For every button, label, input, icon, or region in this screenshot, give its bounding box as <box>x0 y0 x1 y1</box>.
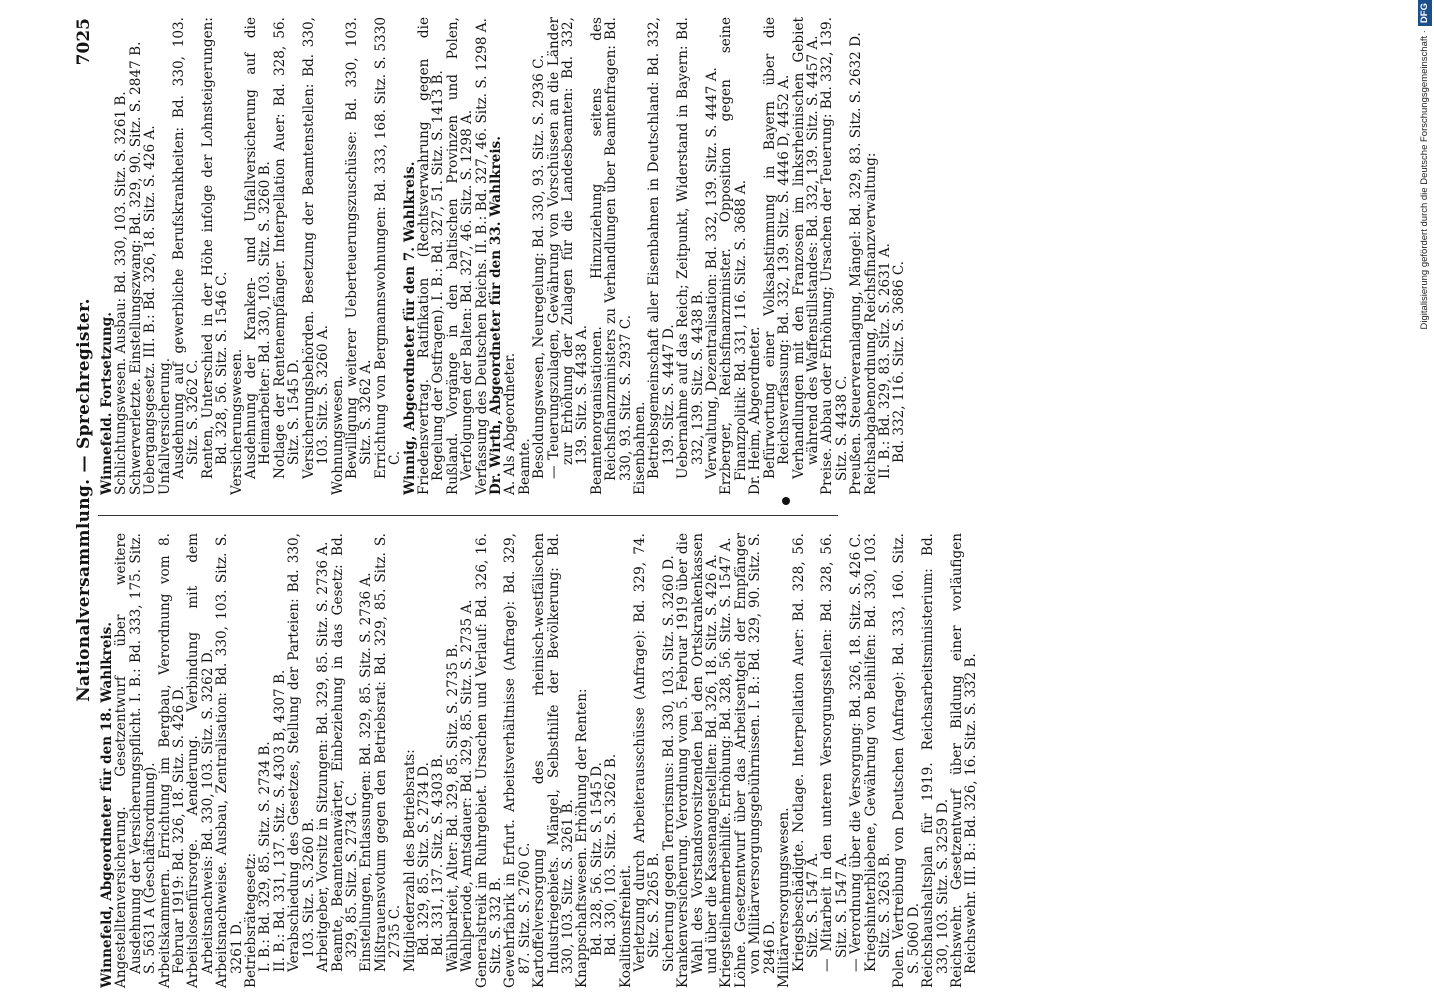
index-entry: Bewilligung weiterer Ueberteuerungszuschüsse: Bd. 330, 103. Sitz. S. 3262 A. <box>343 17 375 479</box>
index-entry: Militärversorgungswesen. <box>776 807 793 988</box>
dfg-logo: DFG <box>1418 0 1432 26</box>
index-entry: Arbeitgeber, Vorsitz in Sitzungen: Bd. 329, 85. Sitz. S. 2736 A. <box>315 541 332 972</box>
index-entry: Knappschaftswesen. Erhöhung der Renten: <box>574 688 591 988</box>
index-entry: Wahlperiode, Amtsdauer: Bd. 329, 85. Sitz. S. 2735 A. <box>459 599 476 972</box>
index-entry: Kriegsteilnehmerbeihilfe. Erhöhung: Bd. 328, 56. Sitz. S. 1547 A. <box>718 537 735 988</box>
index-entry: Gewehrfabrik in Erfurt. Arbeitsverhältnisse (Anfrage): Bd. 329, 87. Sitz. S. 2760 C. <box>502 533 533 988</box>
digitization-credit <box>1418 0 1432 1000</box>
index-entry: Preußen. Steuerveranlagung, Mängel: Bd. 329, 83. Sitz. S. 2632 D. <box>848 32 865 495</box>
index-entry: Koalitionsfreiheit. <box>617 864 634 988</box>
index-entry: Bd. 328, 56. Sitz. S. 1545 D. <box>588 762 605 956</box>
index-entry: Arbeitsnachweise. Ausbau, Zentralisation: Bd. 330, 103. Sitz. S. 3261 D. <box>214 533 245 988</box>
index-entry: Eisenbahnen. <box>632 401 649 495</box>
index-entry: Ausdehnung auf gewerbliche Berufskrankheiten: Bd. 330, 103. Sitz. S. 3262 C. <box>171 17 202 479</box>
index-entry: Generalstreik im Ruhrgebiet. Ursachen und Verlauf: Bd. 326, 16. Sitz. S. 332 B. <box>473 533 504 988</box>
index-entry: Ausdehnung der Kranken- und Unfallversicherung auf die Heimarbeiter: Bd. 330, 103. Sitz. S. 3260 B. <box>243 17 274 479</box>
index-entry: Beamte. <box>516 438 533 495</box>
index-entry: Friedensvertrag. Ratifikation (Rechtsverwahrung gegen die Regelung der Ostfragen). I. B.: Bd. 327, 51. Sitz. S. 1413 B. <box>415 17 447 495</box>
index-entry: Verabschiedung des Gesetzes, Stellung der Parteien: Bd. 330, 103. Sitz. S. 3260 B. <box>286 533 317 972</box>
index-entry: Reichswehr. Gesetzentwurf über Bildung einer vorläufigen Reichswehr. III. B.: Bd. 326, 16. Sitz. S. 332 B. <box>948 533 980 988</box>
index-entry: Verhandlungen mit den Franzosen im linksrheinischen Gebiet während des Waffenstillstandes: Bd. 332, 139. Sitz. S. 4457 A. <box>790 17 821 479</box>
index-entry: Arbeitskammern. Errichtung im Bergbau, Verordnung vom 8. Februar 1919: Bd. 326, 18. Sitz. S. 426 D. <box>156 533 188 988</box>
index-entry: Betriebsgemeinschaft aller Eisenbahnen in Deutschland: Bd. 332, 139. Sitz. S. 4447 D. <box>646 17 677 479</box>
index-entry: Bd. 331, 137. Sitz. S. 4303 B. <box>430 753 447 956</box>
index-entry: — Mitarbeit in den unteren Versorgungsstellen: Bd. 328, 56. Sitz. S. 1547 A. <box>819 533 850 972</box>
index-entry: Befürwortung einer Volksabstimmung in Bayern über die Reichsverfassung: Bd. 332, 139. Sitz. S. 4446 D, 4452 A. <box>761 17 793 479</box>
index-entry: Krankenversicherung. Verordnung vom 5. Februar 1919 über die Wahl des Vorstandsvorsitzenden bei den Ortskrankenkassen und über die Kassenangestellten: Bd. 326, 18. Sitz. S. 426 A. <box>675 533 721 988</box>
index-entry: Einstellungen, Entlassungen: Bd. 329, 85. Sitz. S. 2736 A. <box>358 572 375 972</box>
index-entry: Mitgliederzahl des Betriebsrats: <box>401 749 418 972</box>
index-entry: Arbeitslosenfürsorge. Aenderung. Verbindung mit dem Arbeitsnachweis: Bd. 330, 103. Sitz. S. 3262 D. <box>185 533 216 988</box>
index-entry: Winnig, Abgeordneter für den 7. Wahlkreis. <box>401 161 418 495</box>
index-entry: Preise. Abbau oder Erhöhung; Ursachen der Teuerung: Bd. 332, 139. Sitz. S. 4438 C. <box>819 17 850 495</box>
index-entry: Bd. 330, 103. Sitz. S. 3262 B. <box>603 753 620 956</box>
index-entry: II. B.: Bd. 329, 83. Sitz. S. 2631 A. <box>876 243 893 479</box>
index-entry: Schwerverletzte. Einstellungszwang: Bd. 329, 90. Sitz. S. 2847 B. <box>127 41 144 495</box>
index-entry: — Teuerungszulagen, Gewährung von Vorschüssen an die Länder zur Erhöhung der Zulagen für die Landesbeamten: Bd. 332, 139. Sitz. S. 4438 A. <box>545 17 591 479</box>
index-entry: Verletzung durch Arbeiterausschüsse (Anfrage): Bd. 329, 74. Sitz. S. 2265 B. <box>632 533 663 972</box>
index-entry: Kriegsbeschädigte. Notlage. Interpellation Auer: Bd. 328, 56. Sitz. S. 1547 A. <box>790 533 821 972</box>
index-entry: Mißtrauensvotum gegen den Betriebsrat: Bd. 329, 85. Sitz. S. 2735 C. <box>372 533 404 972</box>
left-column <box>99 533 980 988</box>
index-entry: Beamtenorganisationen. Hinzuziehung seitens des Reichsfinanzministers zu Verhandlungen über Beamtenfragen: Bd. 330, 93. Sitz. S. 2937 C. <box>588 17 634 495</box>
index-entry: Bd. 332, 116. Sitz. S. 3686 C. <box>891 260 908 463</box>
index-entry: A. Als Abgeordneter. <box>502 352 519 495</box>
index-entry: Wählbarkeit, Alter: Bd. 329, 85. Sitz. S. 2735 B. <box>444 643 461 972</box>
index-entry: Reichsabgabenordnung, Reichsfinanzverwaltung: <box>862 152 879 495</box>
index-entry: Beamte, Beamtenanwärter, Einbeziehung in das Gesetz: Bd. 329, 85. Sitz. S. 2734 C. <box>329 533 360 972</box>
column-divider <box>98 515 838 516</box>
index-entry: Wohnungswesen. <box>329 375 346 495</box>
index-entry: Erzberger, Reichsfinanzminister. Opposition gegen seine Finanzpolitik: Bd. 331, 116. Sitz. S. 3688 A. <box>718 17 749 495</box>
page-number: 7025 <box>74 18 94 66</box>
index-entry: Kartoffelversorgung des rheinisch-westfälischen Industriegebiets. Mängel, Selbsthilfe der Bevölkerung: Bd. 330, 103. Sitz. S. 3261 B. <box>531 533 576 988</box>
index-entry: II. B.: Bd. 331, 137. Sitz. S. 4303 B, 4307 B. <box>271 669 288 972</box>
index-entry: Renten, Unterschied in der Höhe infolge der Lohnsteigerungen: Bd. 328, 56. Sitz. S. 1546 C. <box>199 17 231 479</box>
index-entry: Schlichtungswesen. Ausbau: Bd. 330, 103. Sitz. S. 3261 B. <box>113 91 130 495</box>
index-entry: Rußland. Vorgänge in den baltischen Provinzen und Polen, Verfolgungen der Balten: Bd. 327, 46. Sitz. S. 1298 A. <box>444 17 476 495</box>
index-entry: Versicherungsbehörden. Besetzung der Beamtenstellen: Bd. 330, 103. Sitz. S. 3260 A. <box>300 17 332 479</box>
index-entry: Betriebsrätegesetz: <box>243 852 260 988</box>
index-entry: Versicherungswesen. <box>228 348 245 495</box>
right-column <box>99 17 908 495</box>
credit-text: Digitalisierung gefördert durch die Deutsche Forschungsgemeinschaft · <box>1419 30 1430 330</box>
index-entry: Verfassung des Deutschen Reichs. II. B.: Bd. 327, 46. Sitz. S. 1298 A. <box>473 18 490 495</box>
index-entry: Polen. Vertreibung von Deutschen (Anfrage): Bd. 333, 160. Sitz. S. 5060 D. <box>891 533 922 988</box>
index-entry: Dr. Heim, Abgeordneter. <box>747 326 764 495</box>
bullet-dot <box>782 497 790 505</box>
index-entry: Sicherung gegen Terrorismus: Bd. 330, 103. Sitz. S. 3260 D. <box>660 555 677 972</box>
index-entry: Errichtung von Bergmannswohnungen: Bd. 333, 168. Sitz. S. 5330 C. <box>372 17 404 479</box>
index-entry: Uebernahme auf das Reich; Zeitpunkt, Widerstand in Bayern: Bd. 332, 139. Sitz. S. 4438 B. <box>675 17 706 479</box>
index-entry: Löhne. Gesetzentwurf über das Arbeitsentgelt der Empfänger von Militärversorgungsgebührnissen. I. B.: Bd. 329, 90. Sitz. S. 2846 D. <box>732 533 778 988</box>
index-entry: Kriegshinterbliebene, Gewährung von Beihilfen: Bd. 330, 103. Sitz. S. 3263 B. <box>862 533 893 972</box>
index-entry: Unfallversicherung. <box>156 357 173 495</box>
index-entry: Bd. 329, 85. Sitz. S. 2734 D. <box>415 762 432 956</box>
index-entry: Verwaltung, Dezentralisation: Bd. 332, 139. Sitz. S. 4447 A. <box>704 67 721 479</box>
index-entry: Winnefeld, Abgeordneter für den 18. Wahlkreis. <box>99 621 115 988</box>
index-entry: Winnefeld. Fortsetzung. <box>99 312 115 495</box>
index-entry: Uebergangsgesetz. III. B.: Bd. 326, 18. Sitz. S. 426 A. <box>142 125 159 495</box>
index-entry: Angestelltenversicherung. Gesetzentwurf über weitere Ausdehnung der Versicherungspflicht. I. B.: Bd. 333, 175. Sitz. S. 5631 A (Geschäftsordnung). <box>113 533 159 988</box>
index-entry: Notlage der Rentenempfänger. Interpellation Auer: Bd. 328, 56. Sitz. S. 1545 D. <box>271 17 303 479</box>
index-entry: Reichshaushaltsplan für 1919. Reichsarbeitsministerium: Bd. 330, 103. Sitz. S. 3259 D. <box>920 533 951 988</box>
index-entry: Dr. Wirth, Abgeordneter für den 33. Wahlkreis. <box>487 136 504 495</box>
page-header-title: Nationalversammlung. — Sprechregister. <box>74 298 94 702</box>
index-entry: Besoldungswesen, Neuregelung: Bd. 330, 93. Sitz. S. 2936 C. <box>531 54 548 479</box>
index-entry: — Verordnung über die Versorgung: Bd. 326, 18. Sitz. S. 426 C. <box>848 533 865 972</box>
index-entry: I. B.: Bd. 329, 85. Sitz. S. 2734 B. <box>257 741 274 972</box>
